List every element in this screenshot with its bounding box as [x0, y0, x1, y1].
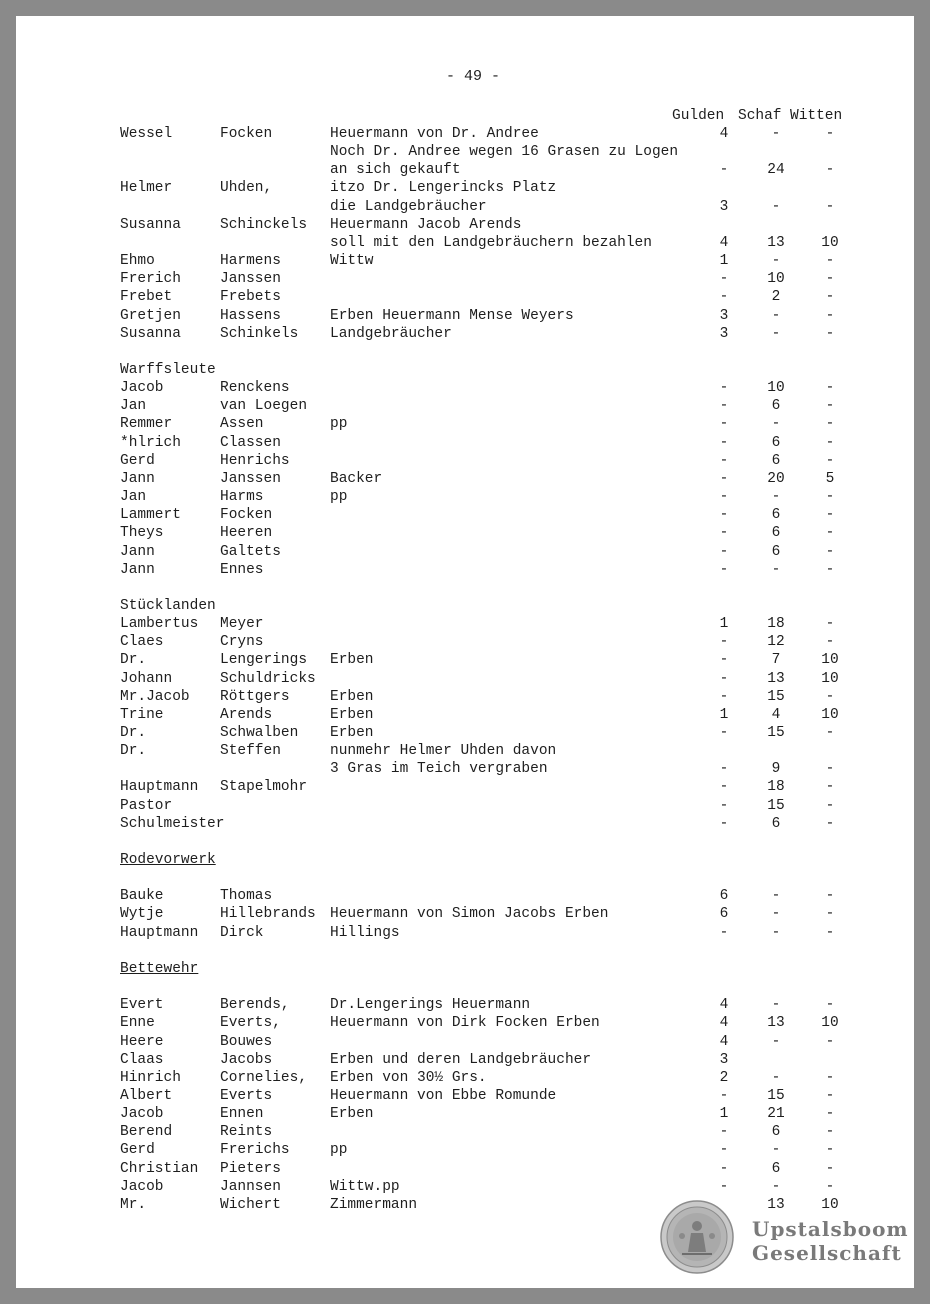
cell-last-name: Dirck [220, 924, 264, 941]
cell-witten: - [825, 489, 835, 505]
cell-witten: 5 [825, 470, 835, 487]
cell-witten: 10 [821, 234, 839, 251]
cell-first-name: Enne [120, 1015, 155, 1032]
cell-note: Erben [330, 1106, 374, 1123]
cell-witten: - [825, 434, 835, 451]
cell-first-name: Johann [120, 670, 173, 687]
cell-schaf: 6 [771, 398, 781, 415]
cell-witten: - [825, 325, 835, 342]
cell-first-name: Wytje [120, 906, 164, 923]
cell-note: itzo Dr. Lengerincks Platz [330, 180, 557, 197]
cell-schaf: - [771, 1142, 781, 1159]
cell-gulden: - [719, 652, 729, 669]
cell-schaf: - [771, 1069, 781, 1086]
cell-first-name: Claes [120, 634, 164, 651]
cell-witten: - [825, 198, 835, 215]
cell-witten: - [825, 888, 835, 905]
cell-gulden: - [719, 470, 729, 487]
cell-gulden: 3 [719, 325, 729, 342]
cell-gulden: 4 [719, 234, 729, 251]
cell-witten: - [825, 416, 835, 433]
cell-first-name: Pastor [120, 797, 173, 814]
cell-last-name: Schwalben [220, 724, 299, 741]
cell-last-name: Wichert [220, 1196, 281, 1213]
cell-schaf: - [771, 906, 781, 923]
cell-gulden: - [719, 271, 729, 288]
cell-last-name: Reints [220, 1124, 273, 1141]
cell-schaf: - [771, 1033, 781, 1050]
cell-gulden: - [719, 815, 729, 832]
cell-gulden: - [719, 434, 729, 451]
cell-witten: 10 [821, 1196, 839, 1213]
cell-last-name: Everts, [220, 1015, 281, 1032]
cell-note: Landgebräucher [330, 325, 452, 342]
cell-witten: - [825, 253, 835, 269]
cell-witten: 10 [821, 652, 839, 669]
cell-witten: - [825, 380, 835, 397]
cell-witten: - [825, 761, 835, 778]
cell-schaf: - [771, 888, 781, 905]
cell-witten: - [825, 924, 835, 941]
cell-witten: 10 [821, 1015, 839, 1032]
cell-first-name: Mr. [120, 1196, 147, 1213]
cell-first-name: Jann [120, 543, 155, 560]
cell-first-name: Jan [120, 398, 147, 415]
cell-last-name: Uhden, [220, 180, 273, 197]
brand-name-line2: Gesellschaft [752, 1241, 902, 1265]
cell-gulden: 1 [719, 616, 729, 632]
cell-witten: - [825, 543, 835, 560]
cell-gulden: 4 [719, 997, 729, 1014]
cell-gulden: - [719, 1160, 729, 1177]
cell-last-name: Harms [220, 489, 264, 505]
cell-witten: - [825, 688, 835, 705]
cell-first-name: Ehmo [120, 253, 155, 269]
cell-note: Erben [330, 652, 374, 669]
cell-schaf: - [771, 325, 781, 342]
cell-schaf: 15 [767, 688, 785, 705]
cell-schaf: 6 [771, 815, 781, 832]
section-title-rodevorwerk: Rodevorwerk [120, 852, 216, 868]
cell-first-name: Hinrich [120, 1069, 181, 1086]
cell-first-name: Jacob [120, 1106, 164, 1123]
cell-last-name: Galtets [220, 543, 281, 560]
cell-last-name: Focken [220, 126, 273, 142]
seal-logo-icon [660, 1200, 734, 1274]
cell-note: an sich gekauft [330, 162, 461, 179]
cell-schaf: 15 [767, 724, 785, 741]
cell-last-name: Hillebrands [220, 906, 316, 923]
cell-schaf: 9 [771, 761, 781, 778]
cell-witten: - [825, 815, 835, 832]
cell-schaf: 4 [771, 706, 781, 723]
cell-last-name: Lengerings [220, 652, 308, 669]
cell-first-name: Berend [120, 1124, 173, 1141]
cell-schaf: 15 [767, 797, 785, 814]
cell-schaf: 13 [767, 234, 785, 251]
cell-gulden: 4 [719, 1033, 729, 1050]
cell-first-name: Christian [120, 1160, 199, 1177]
cell-first-name: Lambertus [120, 616, 199, 632]
cell-gulden: - [719, 724, 729, 741]
cell-last-name: Ennes [220, 561, 264, 578]
brand-name-line1: Upstalsboom [752, 1217, 909, 1241]
cell-first-name: Susanna [120, 216, 181, 233]
cell-schaf: 6 [771, 1160, 781, 1177]
cell-witten: - [825, 1178, 835, 1195]
cell-witten: - [825, 561, 835, 578]
cell-gulden: - [719, 543, 729, 560]
cell-gulden: - [719, 289, 729, 306]
cell-schaf: - [771, 198, 781, 215]
cell-first-name: Hauptmann [120, 924, 199, 941]
cell-schaf: 13 [767, 670, 785, 687]
cell-schaf: 6 [771, 525, 781, 542]
cell-gulden: - [719, 380, 729, 397]
cell-witten: - [825, 271, 835, 288]
cell-note: Heuermann Jacob Arends [330, 216, 522, 233]
cell-note: pp [330, 416, 348, 433]
cell-witten: 10 [821, 706, 839, 723]
cell-first-name: Jacob [120, 380, 164, 397]
cell-schaf: 24 [767, 162, 785, 179]
cell-witten: - [825, 507, 835, 524]
cell-note: soll mit den Landgebräuchern bezahlen [330, 234, 652, 251]
cell-first-name: *hlrich [120, 434, 181, 451]
cell-gulden: - [719, 1087, 729, 1104]
cell-witten: - [825, 724, 835, 741]
cell-note: Zimmermann [330, 1196, 418, 1213]
cell-note: pp [330, 1142, 348, 1159]
cell-last-name: Renckens [220, 380, 290, 397]
cell-last-name: Schinkels [220, 325, 299, 342]
cell-first-name: Albert [120, 1087, 173, 1104]
column-header-gulden: Gulden [672, 108, 725, 124]
cell-note: Wittw.pp [330, 1178, 400, 1195]
cell-gulden: - [719, 779, 729, 796]
cell-gulden: - [719, 1124, 729, 1141]
cell-witten: - [825, 616, 835, 632]
cell-witten: - [825, 779, 835, 796]
cell-witten: - [825, 525, 835, 542]
cell-witten: - [825, 997, 835, 1014]
cell-first-name: Susanna [120, 325, 181, 342]
cell-witten: - [825, 906, 835, 923]
cell-note: Heuermann von Dr. Andree [330, 126, 539, 142]
cell-gulden: 4 [719, 126, 729, 142]
cell-note: Erben und deren Landgebräucher [330, 1051, 592, 1068]
cell-first-name: Remmer [120, 416, 173, 433]
cell-first-name: Helmer [120, 180, 173, 197]
cell-last-name: Focken [220, 507, 273, 524]
cell-witten: - [825, 1160, 835, 1177]
cell-first-name: Heere [120, 1033, 164, 1050]
cell-gulden: 6 [719, 906, 729, 923]
cell-last-name: Heeren [220, 525, 273, 542]
cell-schaf: 6 [771, 1124, 781, 1141]
cell-note: Backer [330, 470, 383, 487]
cell-note: Erben [330, 724, 374, 741]
cell-note: Erben [330, 688, 374, 705]
cell-witten: 10 [821, 670, 839, 687]
cell-last-name: Berends, [220, 997, 290, 1014]
cell-schaf: 6 [771, 434, 781, 451]
cell-note: Hillings [330, 924, 400, 941]
cell-last-name: Steffen [220, 743, 281, 760]
cell-witten: - [825, 634, 835, 651]
cell-note: Heuermann von Ebbe Romunde [330, 1087, 557, 1104]
cell-schaf: 15 [767, 1087, 785, 1104]
cell-note: Wittw [330, 253, 374, 269]
cell-witten: - [825, 797, 835, 814]
cell-gulden: 3 [719, 307, 729, 324]
cell-schaf: 13 [767, 1015, 785, 1032]
cell-last-name: Harmens [220, 253, 281, 269]
cell-schaf: - [771, 126, 781, 142]
cell-last-name: Classen [220, 434, 281, 451]
cell-schaf: 2 [771, 289, 781, 306]
cell-schaf: - [771, 924, 781, 941]
cell-schaf: 18 [767, 616, 785, 632]
cell-last-name: Henrichs [220, 452, 290, 469]
cell-first-name: Frebet [120, 289, 173, 306]
cell-gulden: - [719, 162, 729, 179]
cell-witten: - [825, 452, 835, 469]
cell-first-name: Jacob [120, 1178, 164, 1195]
cell-last-name: Assen [220, 416, 264, 433]
cell-last-name: Thomas [220, 888, 273, 905]
cell-note: 3 Gras im Teich vergraben [330, 761, 548, 778]
cell-last-name: van Loegen [220, 398, 308, 415]
cell-gulden: - [719, 489, 729, 505]
cell-gulden: - [719, 507, 729, 524]
cell-gulden: - [719, 797, 729, 814]
cell-first-name: Mr.Jacob [120, 688, 190, 705]
cell-last-name: Janssen [220, 470, 281, 487]
cell-witten: - [825, 126, 835, 142]
cell-schaf: - [771, 489, 781, 505]
cell-schaf: 10 [767, 271, 785, 288]
cell-first-name: Gretjen [120, 307, 181, 324]
cell-gulden: 4 [719, 1015, 729, 1032]
cell-last-name: Schuldricks [220, 670, 316, 687]
cell-note: Heuermann von Simon Jacobs Erben [330, 906, 609, 923]
cell-last-name: Frebets [220, 289, 281, 306]
cell-note: Erben [330, 706, 374, 723]
cell-first-name: Trine [120, 706, 164, 723]
cell-schaf: - [771, 561, 781, 578]
cell-last-name: Bouwes [220, 1033, 273, 1050]
cell-last-name: Hassens [220, 307, 281, 324]
cell-schaf: 10 [767, 380, 785, 397]
cell-gulden: 1 [719, 253, 729, 269]
cell-schaf: - [771, 253, 781, 269]
section-title-warffsleute: Warffsleute [120, 361, 216, 378]
cell-note: Noch Dr. Andree wegen 16 Grasen zu Logen [330, 144, 679, 161]
cell-note: Dr.Lengerings Heuermann [330, 997, 531, 1014]
cell-gulden: - [719, 761, 729, 778]
cell-first-name: Gerd [120, 452, 155, 469]
cell-first-name: Claas [120, 1051, 164, 1068]
cell-last-name: Jacobs [220, 1051, 273, 1068]
cell-gulden: 3 [719, 198, 729, 215]
cell-witten: - [825, 1142, 835, 1159]
cell-last-name: Pieters [220, 1160, 281, 1177]
cell-first-name: Lammert [120, 507, 181, 524]
cell-schaf: 20 [767, 470, 785, 487]
cell-witten: - [825, 1069, 835, 1086]
cell-witten: - [825, 289, 835, 306]
cell-witten: - [825, 1106, 835, 1123]
cell-gulden: 6 [719, 888, 729, 905]
cell-schaf: 13 [767, 1196, 785, 1213]
cell-note: pp [330, 489, 348, 505]
column-header-witten: Witten [790, 108, 843, 124]
cell-first-name: Gerd [120, 1142, 155, 1159]
cell-gulden: - [719, 452, 729, 469]
cell-schaf: - [771, 1178, 781, 1195]
section-title-bettewehr: Bettewehr [120, 960, 199, 977]
cell-schaf: 7 [771, 652, 781, 669]
cell-note: Erben Heuermann Mense Weyers [330, 307, 574, 324]
cell-gulden: - [719, 1142, 729, 1159]
cell-witten: - [825, 162, 835, 179]
cell-gulden: - [719, 670, 729, 687]
cell-first-name: Schulmeister [120, 815, 225, 832]
cell-gulden: - [719, 1178, 729, 1195]
cell-note: die Landgebräucher [330, 198, 487, 215]
cell-last-name: Schinckels [220, 216, 308, 233]
cell-first-name: Hauptmann [120, 779, 199, 796]
cell-first-name: Dr. [120, 652, 147, 669]
cell-schaf: 12 [767, 634, 785, 651]
cell-schaf: - [771, 997, 781, 1014]
cell-first-name: Dr. [120, 743, 147, 760]
cell-last-name: Meyer [220, 616, 264, 632]
cell-first-name: Evert [120, 997, 164, 1014]
cell-schaf: 21 [767, 1106, 785, 1123]
cell-last-name: Everts [220, 1087, 273, 1104]
cell-schaf: 6 [771, 452, 781, 469]
cell-gulden: 3 [719, 1051, 729, 1068]
cell-witten: - [825, 307, 835, 324]
cell-first-name: Dr. [120, 724, 147, 741]
cell-first-name: Frerich [120, 271, 181, 288]
cell-gulden: 2 [719, 1069, 729, 1086]
cell-last-name: Janssen [220, 271, 281, 288]
cell-schaf: 6 [771, 507, 781, 524]
cell-gulden: 1 [719, 706, 729, 723]
cell-last-name: Arends [220, 706, 273, 723]
cell-first-name: Jann [120, 470, 155, 487]
cell-last-name: Röttgers [220, 688, 290, 705]
cell-note: nunmehr Helmer Uhden davon [330, 743, 557, 760]
cell-witten: - [825, 1124, 835, 1141]
cell-first-name: Wessel [120, 126, 173, 142]
column-header-schaf: Schaf [738, 108, 782, 124]
cell-schaf: 18 [767, 779, 785, 796]
cell-schaf: - [771, 307, 781, 324]
cell-gulden: - [719, 525, 729, 542]
cell-witten: - [825, 398, 835, 415]
cell-first-name: Theys [120, 525, 164, 542]
cell-schaf: 6 [771, 543, 781, 560]
cell-gulden: - [719, 561, 729, 578]
cell-note: Erben von 30½ Grs. [330, 1069, 487, 1086]
cell-first-name: Bauke [120, 888, 164, 905]
cell-first-name: Jan [120, 489, 147, 505]
cell-witten: - [825, 1033, 835, 1050]
cell-gulden: - [719, 924, 729, 941]
cell-last-name: Cornelies, [220, 1069, 308, 1086]
page-number: - 49 - [446, 68, 501, 85]
cell-gulden: - [719, 688, 729, 705]
cell-last-name: Cryns [220, 634, 264, 651]
cell-note: Heuermann von Dirk Focken Erben [330, 1015, 600, 1032]
cell-last-name: Stapelmohr [220, 779, 308, 796]
cell-last-name: Ennen [220, 1106, 264, 1123]
cell-schaf: - [771, 416, 781, 433]
cell-gulden: - [719, 416, 729, 433]
cell-last-name: Jannsen [220, 1178, 281, 1195]
cell-gulden: - [719, 634, 729, 651]
cell-gulden: - [719, 398, 729, 415]
cell-last-name: Frerichs [220, 1142, 290, 1159]
cell-witten: - [825, 1087, 835, 1104]
cell-gulden: 1 [719, 1106, 729, 1123]
section-title-stuecklanden: Stücklanden [120, 597, 216, 614]
cell-first-name: Jann [120, 561, 155, 578]
